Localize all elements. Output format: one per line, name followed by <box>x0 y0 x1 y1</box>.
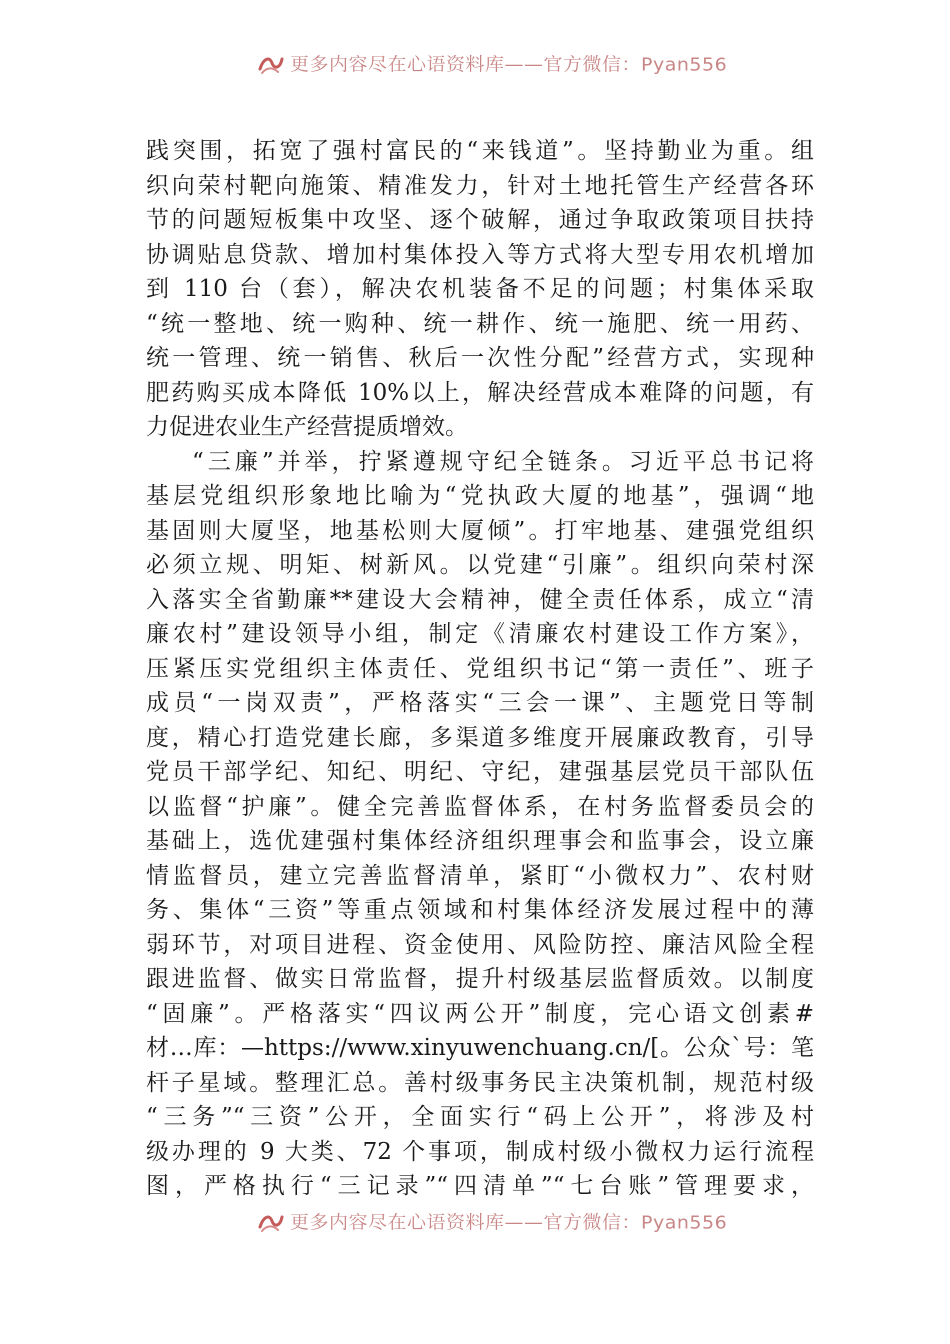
text-line: 协调贴息贷款、增加村集体投入等方式将大型专用农机增加 <box>146 241 814 268</box>
text-line: 统一管理、统一销售、秋后一次性分配”经营方式，实现种 <box>146 345 814 371</box>
header-watermark <box>0 54 950 88</box>
text-line: “固廉”。严格落实“四议两公开”制度，完心语文创素# <box>146 1000 814 1027</box>
text-line: 情监督员，建立完善监督清单，紧盯“小微权力”、农村财 <box>146 862 814 889</box>
text-line: 到 110 台（套），解决农机装备不足的问题；村集体采取 <box>146 276 814 302</box>
text-line: “三廉”并举，拧紧遵规守纪全链条。习近平总书记将 <box>192 448 814 475</box>
watermark-text: 更多内容尽在心语资料库——官方微信：Pyan556 <box>290 1212 728 1234</box>
text-line: 杆子星域。整理汇总。善村级事务民主决策机制，规范村级 <box>146 1069 814 1096</box>
text-line: 入落实全省勤廉**建设大会精神，健全责任体系，成立“清 <box>146 586 814 613</box>
text-line: “统一整地、统一购种、统一耕作、统一施肥、统一用药、 <box>146 310 814 337</box>
text-line: 级办理的 9 大类、72 个事项，制成村级小微权力运行流程 <box>146 1138 814 1165</box>
text-line: 材…库：—https://www.xinyuwenchuang.cn/[。公众`号：笔 <box>146 1035 814 1061</box>
text-line: 基固则大厦坚，地基松则大厦倾”。打牢地基、建强党组织 <box>146 517 814 544</box>
text-line: 节的问题短板集中攻坚、逐个破解，通过争取政策项目扶持 <box>146 207 814 233</box>
footer-watermark <box>0 1206 950 1240</box>
text-line: 基层党组织形象地比喻为“党执政大厦的地基”，强调“地 <box>146 483 814 509</box>
text-line: 弱环节，对项目进程、资金使用、风险防控、廉洁风险全程 <box>146 931 814 958</box>
text-line: 践突围，拓宽了强村富民的“来钱道”。坚持勤业为重。组 <box>146 138 814 164</box>
text-line: 廉农村”建设领导小组，制定《清廉农村建设工作方案》， <box>146 621 814 647</box>
text-line: 以监督“护廉”。健全完善监督体系，在村务监督委员会的 <box>146 793 814 820</box>
text-line: 织向荣村靶向施策、精准发力，针对土地托管生产经营各环 <box>146 172 814 199</box>
text-line: 力促进农业生产经营提质增效。 <box>146 414 468 440</box>
text-line: 图，严格执行“三记录”“四清单”“七台账”管理要求， <box>146 1173 814 1199</box>
ribbon-logo-icon <box>258 54 284 75</box>
text-line: 肥药购买成本降低 10%以上，解决经营成本难降的问题，有 <box>146 379 814 406</box>
text-line: 务、集体“三资”等重点领域和村集体经济发展过程中的薄 <box>146 897 814 923</box>
text-line: 必须立规、明矩、树新风。以党建“引廉”。组织向荣村深 <box>146 552 814 578</box>
text-line: 跟进监督、做实日常监督，提升村级基层监督质效。以制度 <box>146 966 814 992</box>
paragraph <box>146 134 814 445</box>
ribbon-logo-icon <box>258 1211 284 1233</box>
text-line: 党员干部学纪、知纪、明纪、守纪，建强基层党员干部队伍 <box>146 759 814 785</box>
paragraph <box>146 445 814 1204</box>
text-line: 成员“一岗双责”，严格落实“三会一课”、主题党日等制 <box>146 690 814 716</box>
text-line: 基础上，选优建强村集体经济组织理事会和监事会，设立廉 <box>146 828 814 854</box>
document-body <box>146 134 814 1204</box>
text-line: 度，精心打造党建长廊，多渠道多维度开展廉政教育，引导 <box>146 724 814 751</box>
watermark-text: 更多内容尽在心语资料库——官方微信：Pyan556 <box>290 54 728 76</box>
text-line: “三务”“三资”公开，全面实行“码上公开”，将涉及村 <box>146 1104 814 1130</box>
text-line: 压紧压实党组织主体责任、党组织书记“第一责任”、班子 <box>146 655 814 682</box>
